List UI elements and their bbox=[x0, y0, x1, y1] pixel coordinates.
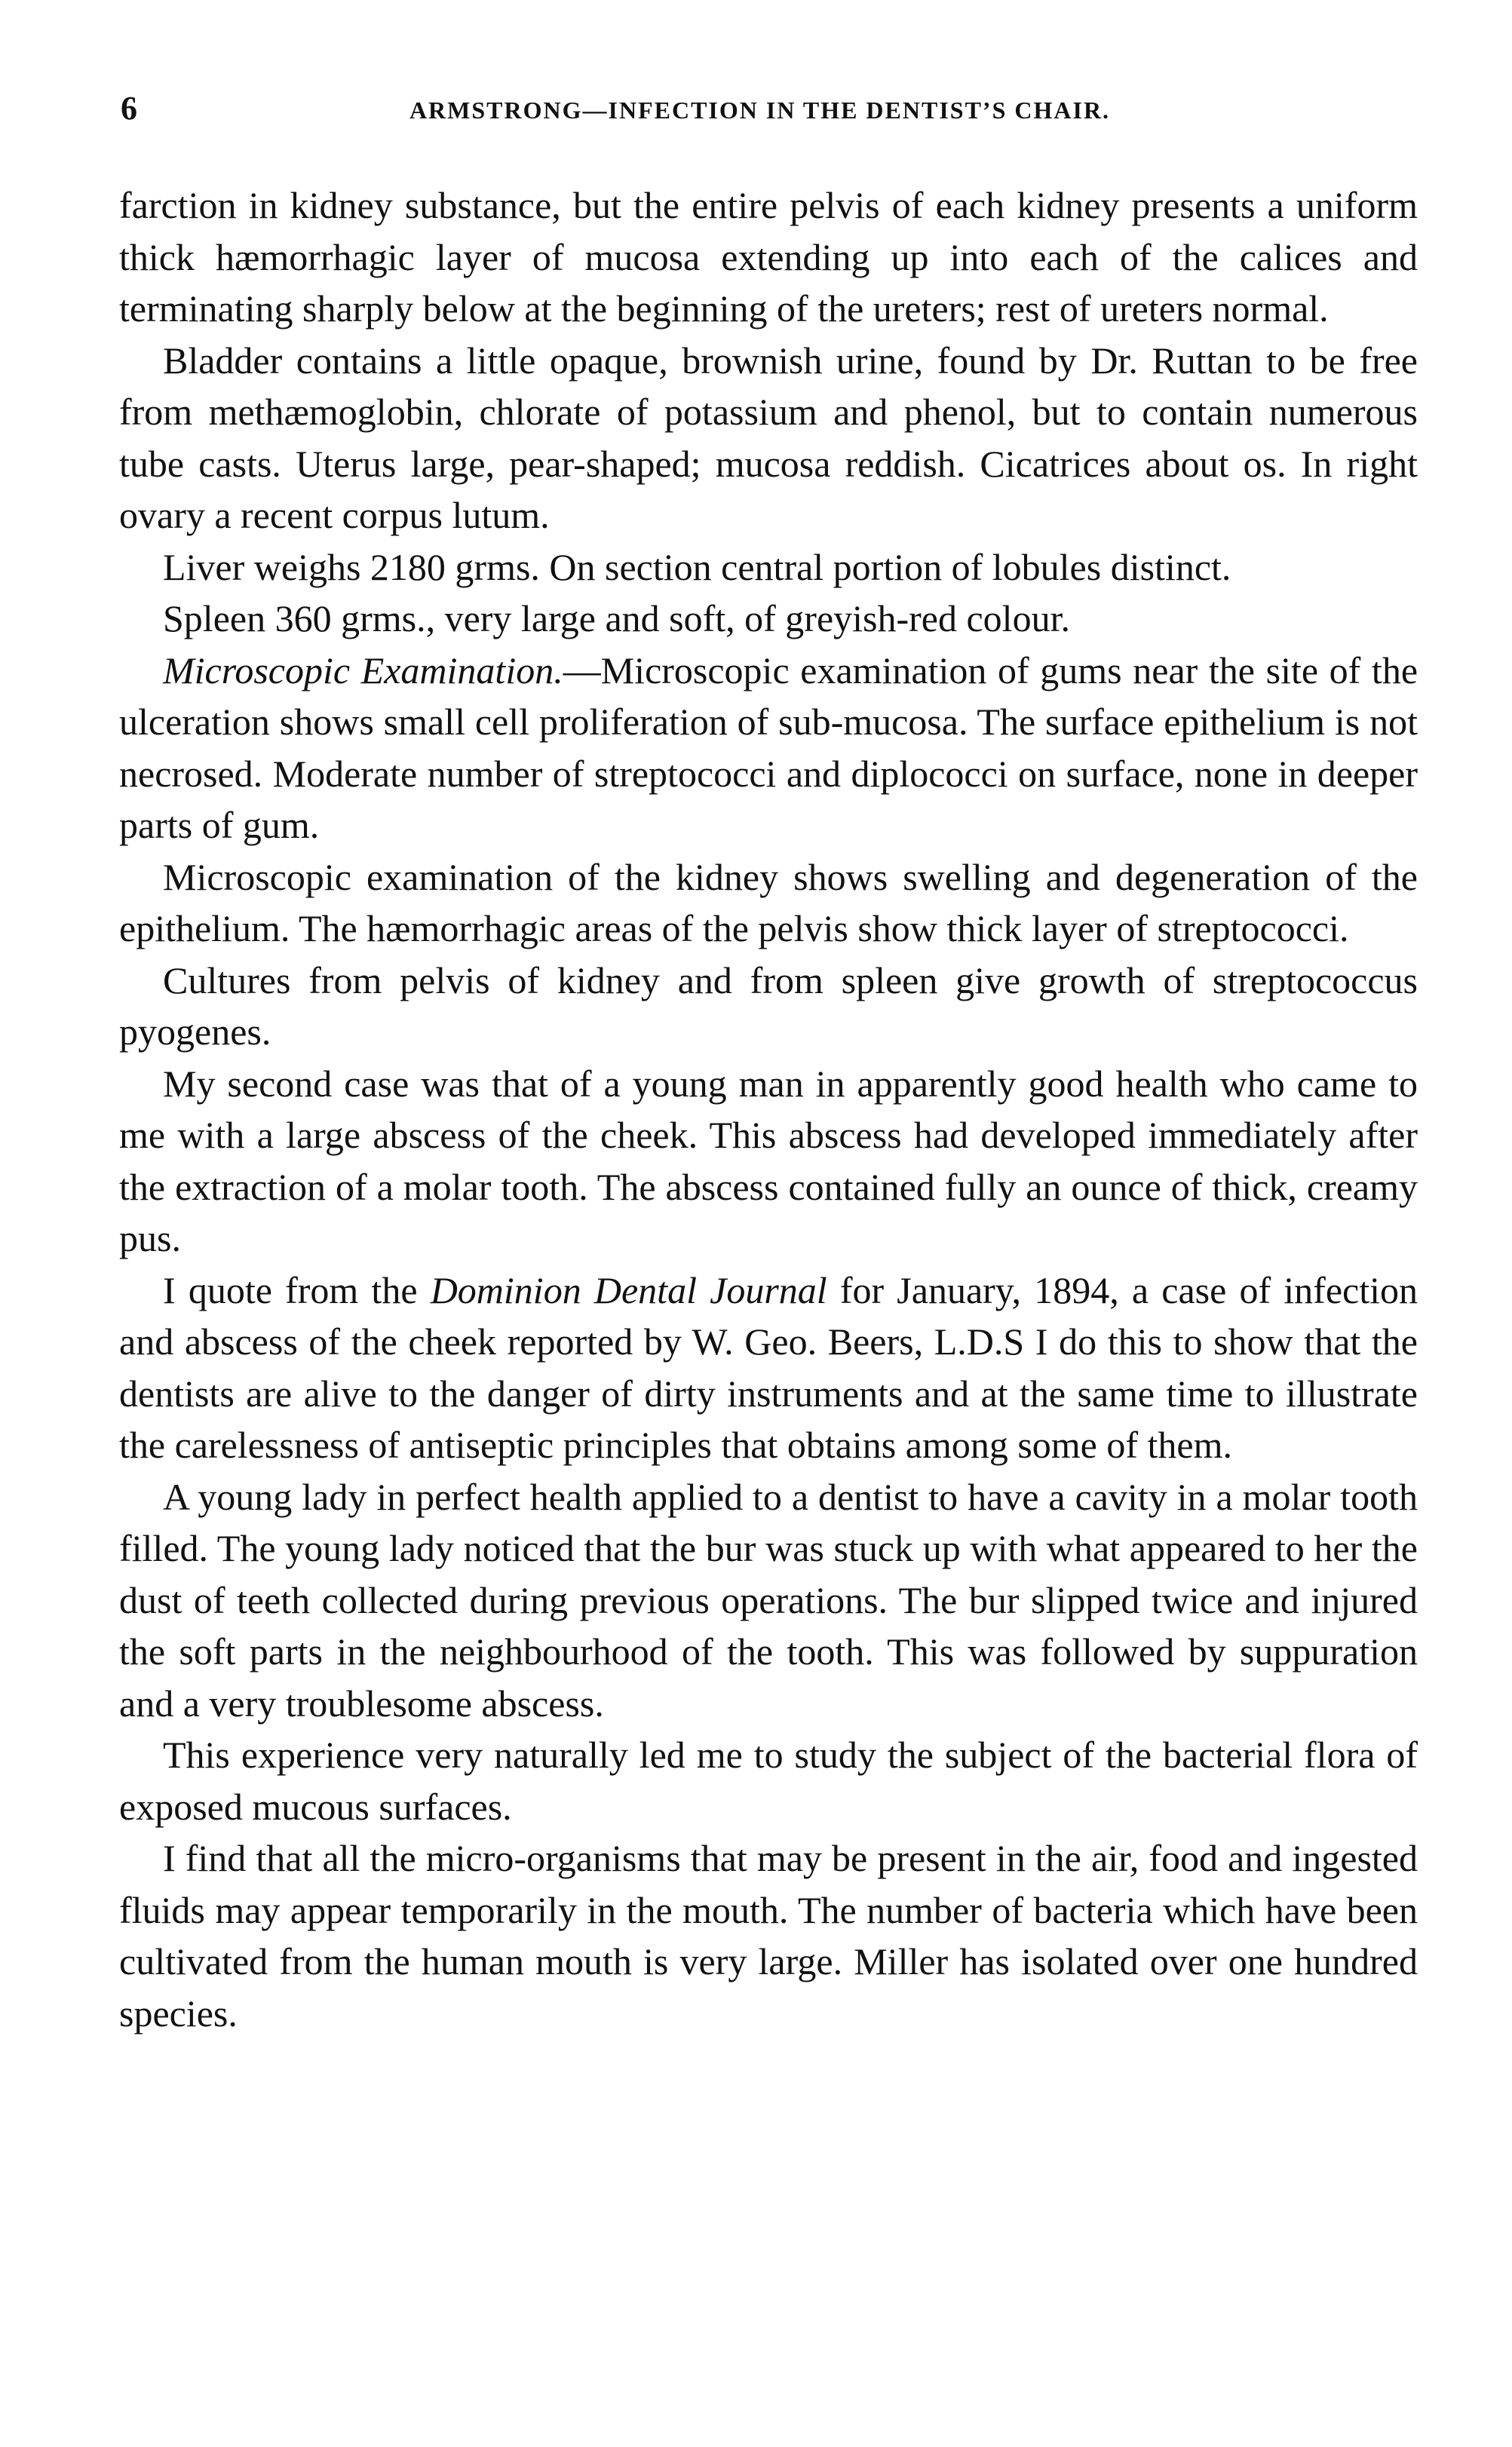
paragraph-cultures: Cultures from pelvis of kidney and from spleen give growth of streptococcus pyogenes. bbox=[119, 958, 1418, 1053]
paragraph-spleen: Spleen 360 grms., very large and soft, of greyish-red colour. bbox=[163, 597, 1070, 639]
paragraph-text: I quote from the bbox=[163, 1268, 431, 1311]
paragraph-experience: This experience very naturally led me to study the subject of the bacterial flora of exposed mucous surfaces. bbox=[119, 1734, 1418, 1828]
running-head bbox=[121, 89, 1399, 142]
paragraph-bladder: Bladder contains a little opaque, brownish urine, found by Dr. Ruttan to be free from methæmoglobin, chlorate of potassium and phenol, but to contain numerous tube casts. Uterus large, pear-shaped; mucosa reddish. Cicatrices about os. In right ovary a recent corpus lutum. bbox=[119, 339, 1418, 536]
paragraph-text: for January, 1894, a case of infection and abscess of the cheek reported by W. Geo. Beers, L.D.S I do this to show that the dentists are alive to the danger of dirty instruments and at the same time to illustrate the carelessness of antiseptic principles that obtains among some of them. bbox=[119, 1268, 1418, 1466]
body-text bbox=[119, 179, 1418, 2039]
paragraph-kidney-microscopy: Microscopic examination of the kidney shows swelling and degeneration of the epithelium. The hæmorrhagic areas of the pelvis show thick layer of streptococci. bbox=[119, 855, 1418, 949]
paragraph-liver: Liver weighs 2180 grms. On section central portion of lobules distinct. bbox=[163, 545, 1231, 588]
running-title: ARMSTRONG—INFECTION IN THE DENTIST’S CHAIR. bbox=[409, 97, 1111, 124]
journal-title: Dominion Dental Journal bbox=[430, 1268, 827, 1311]
paragraph-young-lady-case: A young lady in perfect health applied to a dentist to have a cavity in a molar tooth filled. The young lady noticed that the bur was stuck up with what appeared to her the dust of teeth collected during previous operations. The bur slipped twice and injured the soft parts in the neighbourhood of the tooth. This was followed by suppuration and a very troublesome abscess. bbox=[119, 1475, 1418, 1725]
page-number: 6 bbox=[121, 90, 137, 127]
paragraph-micro-organisms: I find that all the micro-organisms that may be present in the air, food and ingested fluids may appear temporarily in the mouth. The number of bacteria which have been cultivated from the human mouth is very large. Miller has isolated over one hundred species. bbox=[119, 1837, 1418, 2035]
paragraph-second-case: My second case was that of a young man in apparently good health who came to me with a large abscess of the cheek. This abscess had developed immediately after the extraction of a molar tooth. The abscess contained fully an ounce of thick, creamy pus. bbox=[119, 1062, 1418, 1259]
paragraph-journal-quote bbox=[119, 1265, 1418, 1471]
paragraph-kidney-continued: farction in kidney substance, but the entire pelvis of each kidney presents a uniform thick hæmorrhagic layer of mucosa extending up into each of the calices and terminating sharply below at the beginning of the ureters; rest of ureters normal. bbox=[119, 184, 1418, 330]
paragraph-microscopic-examination bbox=[119, 645, 1418, 851]
paragraph-text: —Microscopic examination of gums near the site of the ulceration shows small cell proliferation of sub-mucosa. The surface epithelium is not necrosed. Moderate number of streptococci and diplococci on surface, none in deeper parts of gum. bbox=[119, 649, 1418, 846]
section-heading: Microscopic Examination. bbox=[163, 649, 563, 691]
